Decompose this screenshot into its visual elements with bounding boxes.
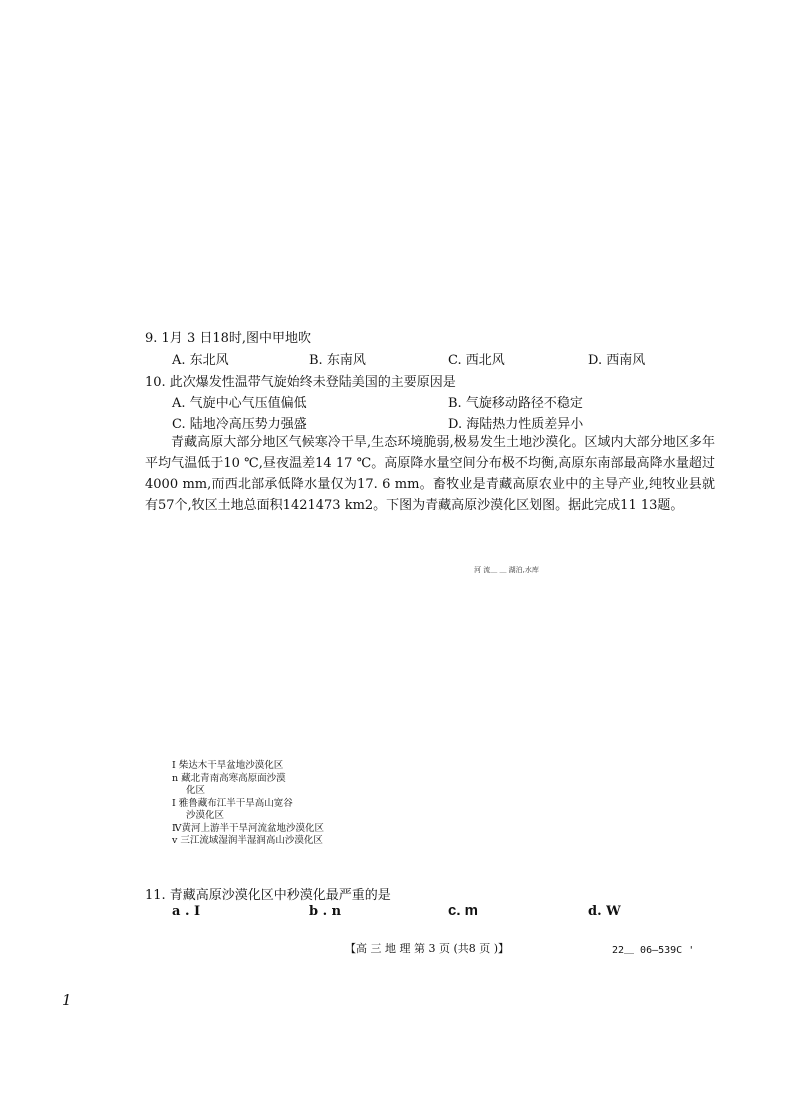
question-10-option-b: B. 气旋移动路径不稳定: [448, 396, 583, 411]
question-10-option-d: D. 海陆热力性质差异小: [448, 417, 584, 432]
map-legend-item: 化区: [186, 785, 206, 796]
question-9-option-b: B. 东南风: [309, 353, 366, 368]
map-legend-item: Ⅳ黄河上游半干旱河流盆地沙漠化区: [172, 822, 324, 834]
question-11-option-c: c. m: [448, 902, 479, 919]
question-9-option-d: D. 西南风: [588, 353, 646, 368]
map-legend-top: 河 流＿ ＿ 湖泊,水库: [474, 566, 539, 574]
question-11-option-a: a . Ⅰ: [172, 904, 201, 919]
map-legend-item: v 三江流域湿润半湿润高山沙漠化区: [172, 835, 323, 846]
question-10-option-c: C. 陆地冷高压势力强盛: [172, 417, 307, 432]
question-11-option-b: b . n: [309, 904, 342, 919]
map-legend-item: Ⅰ 雅鲁藏布江半干旱高山宽谷: [172, 797, 293, 809]
map-legend: [172, 760, 324, 848]
document-code: 22＿ 06—539C ': [612, 945, 695, 956]
page-mark: 1: [62, 991, 72, 1009]
question-9-stem: 9. 1月 3 日18时,图中甲地吹: [145, 331, 312, 346]
page-footer: 【高 三 地 理 第 3 页 (共8 页 )】: [345, 942, 510, 955]
passage: [145, 432, 715, 516]
question-10-option-a: A. 气旋中心气压值偏低: [172, 396, 307, 411]
question-10-stem: 10. 此次爆发性温带气旋始终未登陆美国的主要原因是: [145, 375, 456, 390]
question-9-option-c: C. 西北风: [448, 353, 505, 368]
map-legend-item: Ⅰ 柴达木干旱盆地沙漠化区: [172, 760, 284, 771]
question-11-option-d: d. W: [588, 904, 621, 919]
question-11-stem: 11. 青藏高原沙漠化区中秒漠化最严重的是: [145, 888, 391, 903]
passage-text: 青藏高原大部分地区气候寒冷干旱,生态环境脆弱,极易发生土地沙漠化。区域内大部分地区多年平均气温低于10 ℃,昼夜温差14 17 ℃。高原降水量空间分布极不均衡,高原东南部最高降水量超过4000 mm,而西北部承低降水量仅为17. 6 mm。畜牧业是青藏高原农业中的主导产业,纯牧业县就有57个,牧区土地总面积1421473 km2。下图为青藏高原沙漠化区划图。据此完成11 13题。: [145, 435, 715, 513]
map-legend-item: 沙漠化区: [186, 810, 225, 821]
question-9-option-a: A. 东北风: [172, 353, 229, 368]
map-legend-item: n 藏北青南高寒高原面沙漠: [172, 772, 286, 784]
